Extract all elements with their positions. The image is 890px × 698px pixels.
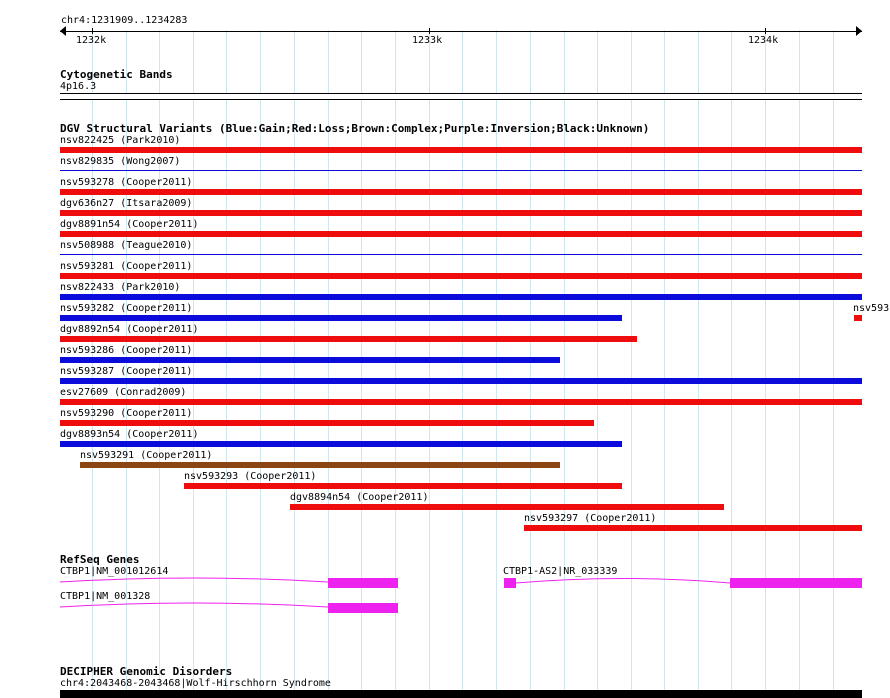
ruler-left-arrow-icon[interactable] [60,26,66,36]
dgv-feature-bar[interactable] [60,399,862,405]
dgv-feature-label[interactable]: nsv593282 (Cooper2011) [60,303,193,314]
dgv-feature-label[interactable]: nsv593278 (Cooper2011) [60,177,193,188]
grid-line [765,30,766,698]
dgv-feature-bar[interactable] [60,336,637,342]
dgv-feature-label[interactable]: dgv8892n54 (Cooper2011) [60,324,199,335]
gene-exon[interactable] [328,603,398,613]
dgv-feature-label[interactable]: nsv508988 (Teague2010) [60,240,193,251]
cytoband-label[interactable]: 4p16.3 [60,81,97,92]
gene-exon[interactable] [328,578,398,588]
dgv-feature-bar[interactable] [60,315,622,321]
gene-intron-line[interactable] [516,574,732,586]
dgv-feature-label[interactable]: nsv829835 (Wong2007) [60,156,181,167]
dgv-feature-bar[interactable] [60,189,862,195]
dgv-feature-bar[interactable] [60,420,594,426]
dgv-feature-label[interactable]: nsv593286 (Cooper2011) [60,345,193,356]
ruler-tick [92,28,93,34]
dgv-feature-bar[interactable] [60,441,622,447]
dgv-feature-bar[interactable] [524,525,862,531]
dgv-feature-bar[interactable] [60,231,862,237]
dgv-clipped-bar[interactable] [854,315,862,321]
dgv-feature-label[interactable]: nsv822433 (Park2010) [60,282,181,293]
dgv-feature-bar[interactable] [184,483,622,489]
dgv-feature-label[interactable]: dgv636n27 (Itsara2009) [60,198,193,209]
dgv-feature-label[interactable]: nsv593290 (Cooper2011) [60,408,193,419]
gene-exon[interactable] [504,578,516,588]
track-title-dgv[interactable]: DGV Structural Variants (Blue:Gain;Red:Loss;Brown:Complex;Purple:Inversion;Black:Unknown) [60,122,650,135]
dgv-feature-label[interactable]: nsv593281 (Cooper2011) [60,261,193,272]
ruler-tick-label: 1234k [748,35,779,46]
dgv-feature-label[interactable]: nsv593291 (Cooper2011) [80,450,213,461]
track-title-cytoband[interactable]: Cytogenetic Bands [60,68,173,81]
dgv-feature-bar[interactable] [60,378,862,384]
dgv-clipped-label[interactable]: nsv593 [853,303,890,314]
gene-exon[interactable] [730,578,862,588]
grid-line [664,30,665,698]
grid-line [799,30,800,698]
ruler-tick [429,28,430,34]
dgv-feature-bar[interactable] [60,357,560,363]
grid-line [731,30,732,698]
gene-label[interactable]: CTBP1-AS2|NR_033339 [503,566,618,577]
track-title-decipher[interactable]: DECIPHER Genomic Disorders [60,665,233,678]
ruler-tick-label: 1232k [76,35,107,46]
dgv-feature-bar[interactable] [60,170,862,171]
dgv-feature-bar[interactable] [60,254,862,255]
dgv-feature-label[interactable]: dgv8893n54 (Cooper2011) [60,429,199,440]
gene-intron-line[interactable] [60,599,330,611]
dgv-feature-label[interactable]: nsv822425 (Park2010) [60,135,181,146]
decipher-bar[interactable] [60,690,862,698]
dgv-feature-bar[interactable] [60,210,862,216]
decipher-item-label[interactable]: chr4:2043468-2043468|Wolf-Hirschhorn Syndrome [60,678,331,689]
dgv-feature-bar[interactable] [60,294,862,300]
gene-label[interactable]: CTBP1|NM_001328 [60,591,151,602]
dgv-feature-bar[interactable] [60,273,862,279]
track-title-refseq[interactable]: RefSeq Genes [60,553,140,566]
ruler-right-arrow-icon[interactable] [856,26,862,36]
dgv-feature-label[interactable]: dgv8894n54 (Cooper2011) [290,492,429,503]
ruler-line [60,31,862,32]
grid-line [698,30,699,698]
ruler-tick [765,28,766,34]
dgv-feature-label[interactable]: nsv593293 (Cooper2011) [184,471,317,482]
dgv-feature-label[interactable]: nsv593297 (Cooper2011) [524,513,657,524]
dgv-feature-label[interactable]: esv27609 (Conrad2009) [60,387,187,398]
dgv-feature-bar[interactable] [80,462,560,468]
gene-label[interactable]: CTBP1|NM_001012614 [60,566,169,577]
dgv-feature-bar[interactable] [290,504,724,510]
region-label: chr4:1231909..1234283 [61,15,188,26]
grid-line [833,30,834,698]
cytoband-bar[interactable] [60,93,862,100]
gene-intron-line[interactable] [60,574,330,586]
ruler-tick-label: 1233k [412,35,443,46]
dgv-feature-label[interactable]: dgv8891n54 (Cooper2011) [60,219,199,230]
dgv-feature-label[interactable]: nsv593287 (Cooper2011) [60,366,193,377]
dgv-feature-bar[interactable] [60,147,862,153]
